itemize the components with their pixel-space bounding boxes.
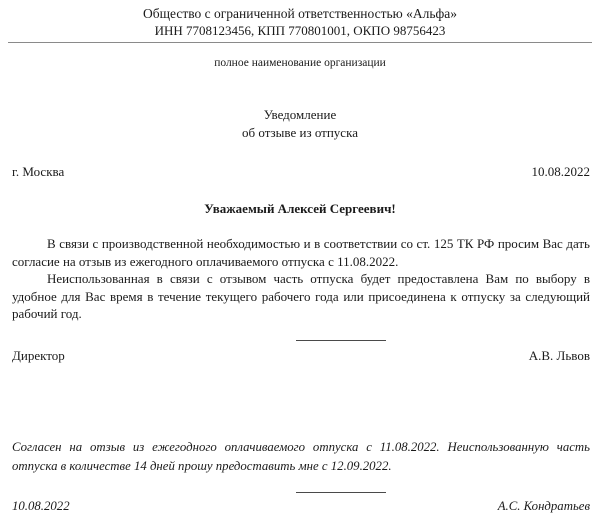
director-signature-row	[8, 323, 592, 364]
consent-date: 10.08.2022	[12, 498, 70, 513]
consent-text: Согласен на отзыв из ежегодного оплачиваемого отпуска с 11.08.2022. Неиспользованную часть отпуска в количестве 14 дней прошу предоставить мне с 12.09.2022.	[12, 439, 590, 473]
director-signature-line	[296, 340, 386, 341]
body-paragraph-2: Неиспользованная в связи с отзывом часть отпуска будет предоставлена Вам по выбору в удобное для Вас время в течение текущего рабочего года или присоединена к отпуску за следующий рабочий год.	[12, 271, 590, 321]
document-title-line-1: Уведомление	[263, 107, 337, 122]
consent-block	[8, 364, 592, 515]
document-title	[8, 71, 592, 141]
body-paragraph-1: В связи с производственной необходимостью и в соответствии со ст. 125 ТК РФ просим Вас дать согласие на отзыв из ежегодного оплачиваемого отпуска с 11.08.2022.	[12, 236, 590, 269]
organization-name: Общество с ограниченной ответственностью «Альфа»	[143, 6, 457, 21]
document-body	[8, 217, 592, 323]
document-place: г. Москва	[12, 164, 65, 179]
organization-codes: ИНН 7708123456, КПП 770801001, ОКПО 98756423	[154, 23, 446, 38]
employee-signature-row	[8, 476, 592, 515]
salutation: Уважаемый Алексей Сергеевич!	[204, 201, 396, 216]
employee-signature-line	[296, 492, 386, 493]
director-position: Директор	[12, 347, 65, 363]
place-and-date-row	[8, 141, 592, 180]
document-title-line-2: об отзыве из отпуска	[242, 124, 358, 140]
header-caption: полное наименование организации	[214, 57, 386, 69]
document-date: 10.08.2022	[531, 164, 590, 179]
director-name: А.В. Львов	[528, 347, 590, 363]
organization-header	[8, 0, 592, 39]
employee-name: А.С. Кондратьев	[497, 498, 590, 513]
